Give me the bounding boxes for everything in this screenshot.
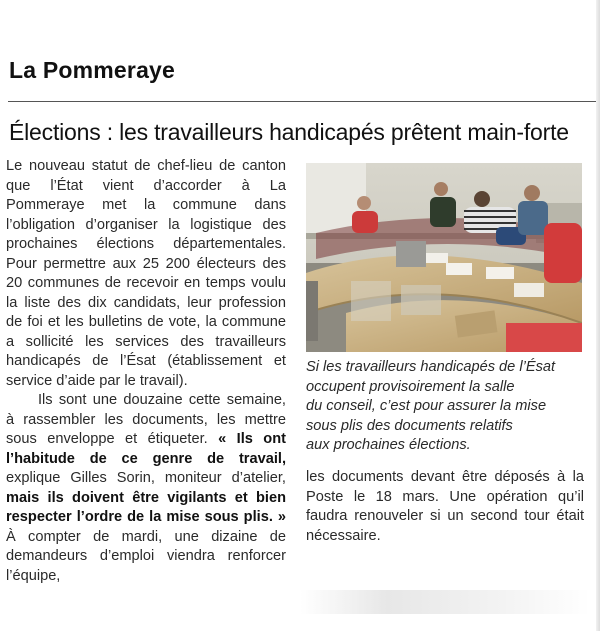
- paragraph-2-text-b: explique Gilles Sorin, moniteur d’atelier,: [6, 470, 286, 486]
- article-headline: Élections : les travailleurs handicapés prêtent main-forte: [9, 119, 569, 145]
- caption-line-2: occupent provisoirement la salle: [306, 378, 515, 395]
- article-paragraph-2: [6, 391, 286, 586]
- article-body-left-column: [6, 157, 286, 586]
- paragraph-2-text-a: Ils sont une douzaine cette semaine, à rassembler les documents, les mettre sous enveloppe et étiqueter.: [6, 392, 286, 447]
- quote-part-2: mais ils doivent être vigilants et bien respecter l’ordre de la mise sous plis. »: [6, 489, 286, 525]
- quote-part-1: « Ils ont l’habitude de ce genre de travail,: [6, 431, 286, 467]
- caption-line-4: sous plis des documents relatifs: [306, 417, 513, 434]
- section-divider: [8, 101, 598, 102]
- photo-caption: [306, 358, 586, 456]
- photo-council-room-illustration: [306, 163, 582, 352]
- caption-line-3: du conseil, c’est pour assurer la mise: [306, 398, 547, 414]
- article-photo: [306, 163, 582, 352]
- section-title: La Pommeraye: [9, 57, 176, 83]
- caption-line-5: aux prochaines élections.: [306, 437, 471, 453]
- page-edge-shadow: [596, 0, 600, 631]
- article-paragraph-3: les documents devant être déposés à la Poste le 18 mars. Une opération qu’il faudra renouveler si un second tour était nécessaire.: [306, 469, 584, 544]
- paragraph-2-text-c: À compter de mardi, une dizaine de demandeurs d’emploi viendra renforcer l’équipe,: [6, 528, 286, 584]
- caption-line-1: Si les travailleurs handicapés de l’Ésat: [306, 359, 556, 375]
- article-body-right-column: [306, 468, 584, 546]
- article-paragraph-1: Le nouveau statut de chef-lieu de canton que l’État vient d’accorder à La Pommeraye met la commune dans l’obligation d’organiser la logistique des prochaines élections départementales. Pour permettre aux 25 200 électeurs des 20 communes de recevoir en temps voulu la liste des dix candidats, leur profession de foi et les bulletins de vote, la commune a sollicité les services des travailleurs handicapés de l’Ésat (établissement et service d’aide par le travail).: [6, 158, 286, 389]
- scan-smudge: [300, 590, 590, 614]
